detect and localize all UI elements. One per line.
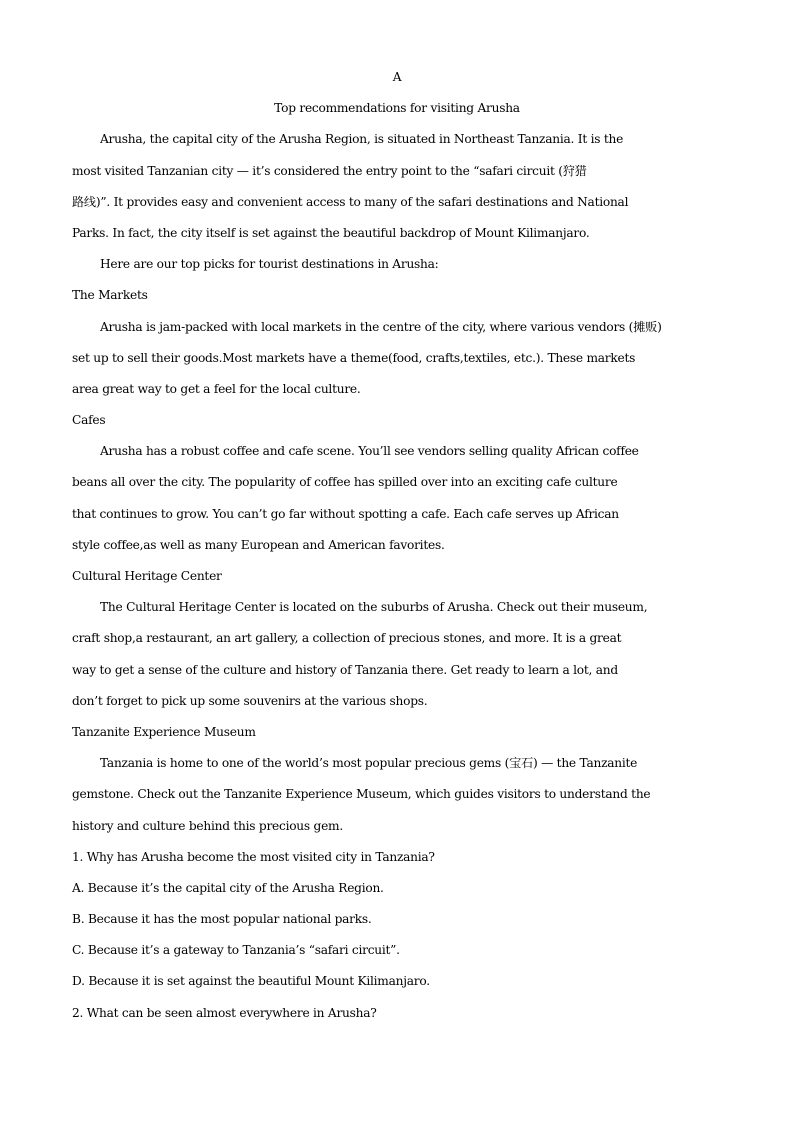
intro-paragraph — [72, 124, 722, 249]
question-2 — [72, 998, 722, 1029]
section-heading: Tanzanite Experience Museum — [72, 724, 256, 739]
section-line: craft shop,a restaurant, an art gallery, a collection of precious stones, and more. It is a great — [72, 631, 622, 646]
section-line: way to get a sense of the culture and history of Tanzania there. Get ready to learn a lot, and — [72, 662, 618, 677]
answer-option-b: B. Because it has the most popular national parks. — [72, 912, 372, 927]
section-cultural-heritage-center — [72, 561, 722, 717]
intro-line: Arusha, the capital city of the Arusha Region, is situated in Northeast Tanzania. It is the — [100, 132, 624, 147]
section-markets — [72, 280, 722, 405]
section-cafes — [72, 405, 722, 561]
intro-line: 路线)”. It provides easy and convenient access to many of the safari destinations and National — [72, 194, 629, 209]
section-heading: The Markets — [72, 288, 148, 303]
section-heading: Cafes — [72, 413, 106, 428]
section-heading: Cultural Heritage Center — [72, 569, 222, 583]
answer-option-d: D. Because it is set against the beautiful Mount Kilimanjaro. — [72, 974, 430, 989]
picks-intro: Here are our top picks for tourist destinations in Arusha: — [100, 257, 439, 272]
section-line: don’t forget to pick up some souvenirs at the various shops. — [72, 693, 428, 708]
section-line: Arusha has a robust coffee and cafe scene. You’ll see vendors selling quality African coffee — [100, 444, 639, 459]
question-stem: 1. Why has Arusha become the most visited city in Tanzania? — [72, 849, 435, 864]
section-line: style coffee,as well as many European and American favorites. — [72, 537, 445, 552]
section-line: set up to sell their goods.Most markets have a theme(food, crafts,textiles, etc.). These markets — [72, 350, 636, 365]
section-line: gemstone. Check out the Tanzanite Experience Museum, which guides visitors to understand the — [72, 787, 651, 802]
section-line: history and culture behind this precious gem. — [72, 818, 343, 833]
section-line: Tanzania is home to one of the world’s most popular precious gems (宝石) — the Tanzanite — [100, 756, 638, 771]
question-1 — [72, 842, 722, 998]
question-stem: 2. What can be seen almost everywhere in Arusha? — [72, 1005, 377, 1020]
passage-letter: A — [392, 70, 402, 84]
intro-line: Parks. In fact, the city itself is set against the beautiful backdrop of Mount Kilimanjaro. — [72, 225, 590, 240]
answer-option-a: A. Because it’s the capital city of the Arusha Region. — [72, 880, 384, 895]
section-line: The Cultural Heritage Center is located on the suburbs of Arusha. Check out their museum, — [100, 600, 648, 615]
intro-line: most visited Tanzanian city — it’s considered the entry point to the “safari circuit (狩猎 — [72, 163, 587, 178]
section-line: that continues to grow. You can’t go far without spotting a cafe. Each cafe serves up African — [72, 506, 619, 521]
section-line: beans all over the city. The popularity of coffee has spilled over into an exciting cafe culture — [72, 475, 618, 490]
passage-title: Top recommendations for visiting Arusha — [274, 101, 520, 116]
section-tanzanite-museum — [72, 717, 722, 842]
answer-option-c: C. Because it’s a gateway to Tanzania’s “safari circuit”. — [72, 943, 400, 958]
section-line: Arusha is jam-packed with local markets in the centre of the city, where various vendors (摊贩) — [100, 319, 662, 334]
document-page — [72, 62, 722, 1029]
section-line: area great way to get a feel for the local culture. — [72, 381, 361, 396]
